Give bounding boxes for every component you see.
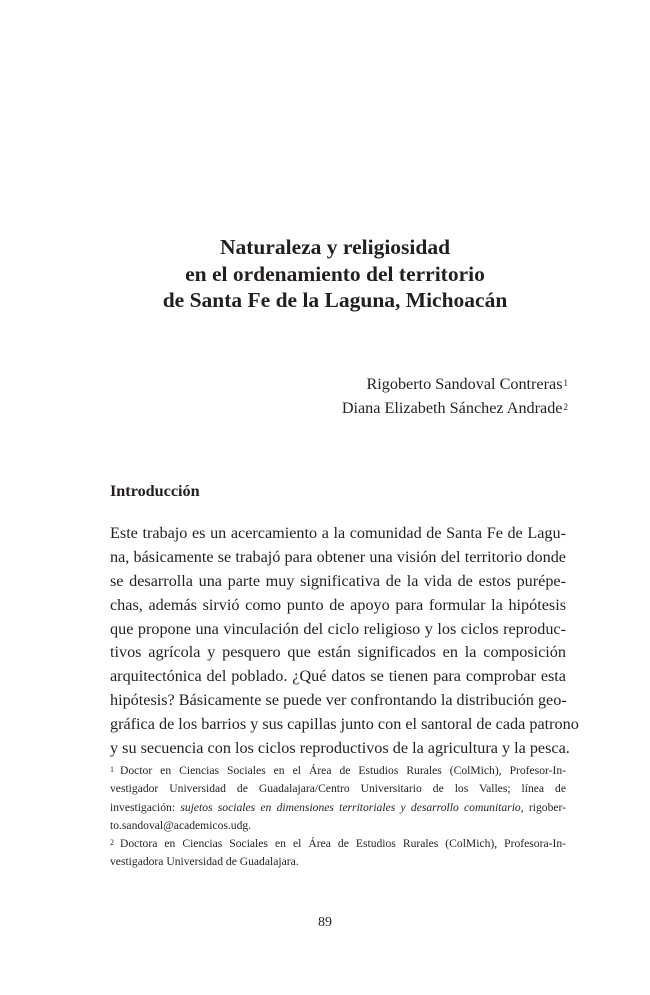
paragraph-line: y su secuencia con los ciclos reproductivos de la agricultura y la pesca. bbox=[110, 739, 570, 758]
paragraph-line: se desarrolla una parte muy significativa de la vida de estos purépe- bbox=[110, 571, 566, 590]
footnote-italic: sujetos sociales en dimensiones territoriales y desarrollo comunitario, bbox=[180, 800, 524, 814]
section-heading: Introducción bbox=[110, 482, 200, 500]
author-list bbox=[342, 372, 568, 420]
paragraph-line: chas, además sirvió como punto de apoyo para formular la hipótesis bbox=[110, 595, 566, 614]
footnote-line: to.sandoval@academicos.udg. bbox=[110, 818, 252, 832]
footnote-line: vestigador Universidad de Guadalajara/Centro Universitario de los Valles; línea de bbox=[110, 782, 566, 796]
footnote-line: vestigadora Universidad de Guadalajara. bbox=[110, 855, 299, 869]
footnote-line: investigación: sujetos sociales en dimensiones territoriales y desarrollo comunitario, rigober- bbox=[110, 800, 566, 814]
footnote-line: $^2$ Doctora en Ciencias Sociales en el Área de Estudios Rurales (ColMich), Profesora-In- bbox=[110, 837, 566, 851]
paragraph-line: arquitectónica del poblado. ¿Qué datos se tienen para comprobar esta bbox=[110, 667, 566, 686]
footnote-number: 2 bbox=[110, 838, 114, 848]
paragraph-line: que propone una vinculación del ciclo religioso y los ciclos reproduc- bbox=[110, 619, 566, 638]
author-name: Diana Elizabeth Sánchez Andrade$^2$ bbox=[341, 399, 568, 417]
author-name: Rigoberto Sandoval Contreras$^1$ bbox=[366, 375, 568, 393]
title-line: en el ordenamiento del territorio bbox=[185, 261, 485, 286]
title-line: de Santa Fe de la Laguna, Michoacán bbox=[162, 288, 508, 312]
footnote-ref: 2 bbox=[563, 402, 568, 412]
footnote-number: 1 bbox=[110, 765, 114, 774]
footnotes bbox=[110, 762, 566, 872]
body-paragraph bbox=[110, 522, 579, 761]
chapter-title bbox=[80, 234, 590, 314]
paragraph-line: hipótesis? Básicamente se puede ver confrontando la distribución geo- bbox=[110, 691, 567, 710]
paragraph-line: Este trabajo es un acercamiento a la comunidad de Santa Fe de Lagu- bbox=[110, 524, 566, 542]
paragraph-line: gráfica de los barrios y sus capillas junto con el santoral de cada patrono bbox=[110, 715, 579, 734]
page-number: 89 bbox=[318, 915, 332, 930]
footnote-ref: 1 bbox=[563, 378, 568, 388]
footnote-line: $^1$ Doctor en Ciencias Sociales en el Área de Estudios Rurales (ColMich), Profesor-In- bbox=[110, 764, 566, 777]
title-line: Naturaleza y religiosidad bbox=[219, 235, 451, 259]
paragraph-line: tivos agrícola y pesquero que están significados en la composición bbox=[110, 643, 566, 662]
paragraph-line: na, básicamente se trabajó para obtener una visión del territorio donde bbox=[110, 547, 566, 566]
